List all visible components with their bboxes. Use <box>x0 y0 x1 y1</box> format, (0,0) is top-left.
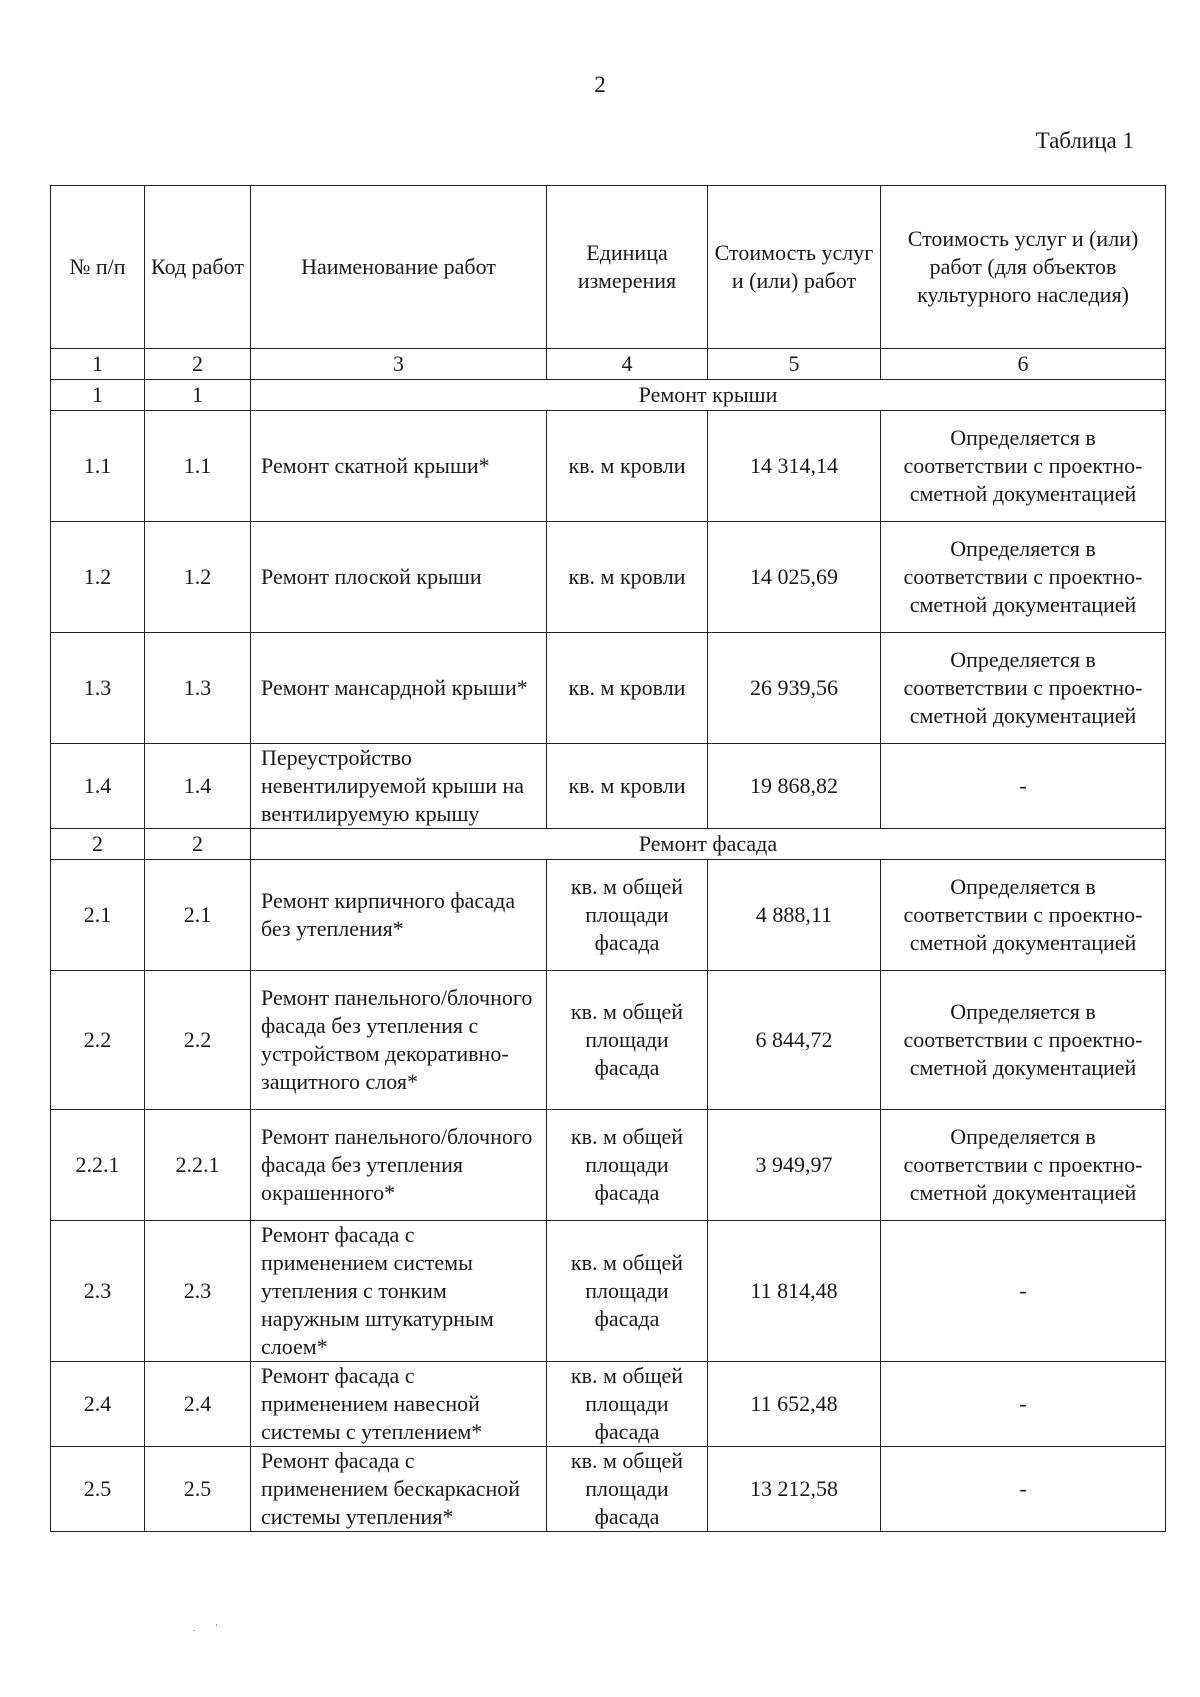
row-code: 2.4 <box>145 1362 251 1447</box>
row-unit: кв. м общей площади фасада <box>547 1447 708 1532</box>
row-unit: кв. м кровли <box>547 522 708 633</box>
table-row <box>51 1447 1166 1532</box>
row-cost: 11 652,48 <box>708 1362 881 1447</box>
column-number: 4 <box>547 349 708 380</box>
table-row <box>51 971 1166 1110</box>
row-no: 1.2 <box>51 522 145 633</box>
row-name: Ремонт панельного/блочного фасада без утепления с устройством декоративно-защитного слоя* <box>251 971 547 1110</box>
column-number: 5 <box>708 349 881 380</box>
row-unit: кв. м общей площади фасада <box>547 1221 708 1362</box>
row-unit: кв. м общей площади фасада <box>547 860 708 971</box>
row-cost-heritage: Определяется в соответствии с проектно-сметной документацией <box>881 1110 1166 1221</box>
section-row-facade <box>51 829 1166 860</box>
row-cost: 14 314,14 <box>708 411 881 522</box>
row-cost: 4 888,11 <box>708 860 881 971</box>
section-no: 2 <box>51 829 145 860</box>
row-cost-heritage: - <box>881 744 1166 829</box>
table-row <box>51 860 1166 971</box>
table-row <box>51 1362 1166 1447</box>
row-cost-heritage: - <box>881 1447 1166 1532</box>
row-cost: 11 814,48 <box>708 1221 881 1362</box>
header-code: Код работ <box>145 186 251 349</box>
row-code: 1.3 <box>145 633 251 744</box>
table-row <box>51 1221 1166 1362</box>
row-code: 2.2 <box>145 971 251 1110</box>
works-cost-table <box>50 185 1166 1532</box>
row-unit: кв. м кровли <box>547 411 708 522</box>
header-row <box>51 186 1166 349</box>
row-name: Переустройство невентилируемой крыши на вентилируемую крышу <box>251 744 547 829</box>
header-no: № п/п <box>51 186 145 349</box>
row-unit: кв. м кровли <box>547 633 708 744</box>
column-number: 1 <box>51 349 145 380</box>
row-cost-heritage: Определяется в соответствии с проектно-сметной документацией <box>881 971 1166 1110</box>
row-code: 2.1 <box>145 860 251 971</box>
row-unit: кв. м общей площади фасада <box>547 1362 708 1447</box>
table-row <box>51 744 1166 829</box>
row-cost-heritage: Определяется в соответствии с проектно-сметной документацией <box>881 522 1166 633</box>
row-name: Ремонт фасада с применением навесной системы с утеплением* <box>251 1362 547 1447</box>
column-number-row <box>51 349 1166 380</box>
row-no: 2.3 <box>51 1221 145 1362</box>
row-no: 1.3 <box>51 633 145 744</box>
scan-specks: . ' <box>193 1623 218 1634</box>
row-cost: 6 844,72 <box>708 971 881 1110</box>
row-no: 1.1 <box>51 411 145 522</box>
row-code: 1.1 <box>145 411 251 522</box>
row-name: Ремонт кирпичного фасада без утепления* <box>251 860 547 971</box>
section-code: 2 <box>145 829 251 860</box>
row-cost: 14 025,69 <box>708 522 881 633</box>
row-no: 2.5 <box>51 1447 145 1532</box>
row-cost-heritage: Определяется в соответствии с проектно-сметной документацией <box>881 860 1166 971</box>
row-cost-heritage: - <box>881 1221 1166 1362</box>
row-cost: 3 949,97 <box>708 1110 881 1221</box>
header-name: Наименование работ <box>251 186 547 349</box>
row-code: 2.2.1 <box>145 1110 251 1221</box>
table-row <box>51 1110 1166 1221</box>
header-cost-heritage: Стоимость услуг и (или) работ (для объектов культурного наследия) <box>881 186 1166 349</box>
header-cost: Стоимость услуг и (или) работ <box>708 186 881 349</box>
row-name: Ремонт скатной крыши* <box>251 411 547 522</box>
table-row <box>51 633 1166 744</box>
header-unit: Единица измерения <box>547 186 708 349</box>
row-unit: кв. м общей площади фасада <box>547 1110 708 1221</box>
row-no: 2.2.1 <box>51 1110 145 1221</box>
row-name: Ремонт плоской крыши <box>251 522 547 633</box>
row-name: Ремонт мансардной крыши* <box>251 633 547 744</box>
row-no: 2.4 <box>51 1362 145 1447</box>
row-code: 1.2 <box>145 522 251 633</box>
table-row <box>51 411 1166 522</box>
page-number: 2 <box>594 72 606 97</box>
section-no: 1 <box>51 380 145 411</box>
row-cost-heritage: - <box>881 1362 1166 1447</box>
row-cost: 19 868,82 <box>708 744 881 829</box>
row-code: 2.5 <box>145 1447 251 1532</box>
section-title: Ремонт фасада <box>251 829 1166 860</box>
column-number: 3 <box>251 349 547 380</box>
row-no: 2.1 <box>51 860 145 971</box>
table-row <box>51 522 1166 633</box>
row-name: Ремонт фасада с применением системы утепления с тонким наружным штукатурным слоем* <box>251 1221 547 1362</box>
row-code: 2.3 <box>145 1221 251 1362</box>
row-cost: 26 939,56 <box>708 633 881 744</box>
section-row-roof <box>51 380 1166 411</box>
row-name: Ремонт панельного/блочного фасада без утепления окрашенного* <box>251 1110 547 1221</box>
row-unit: кв. м кровли <box>547 744 708 829</box>
table-caption: Таблица 1 <box>1035 128 1134 153</box>
column-number: 6 <box>881 349 1166 380</box>
section-title: Ремонт крыши <box>251 380 1166 411</box>
row-cost: 13 212,58 <box>708 1447 881 1532</box>
row-no: 2.2 <box>51 971 145 1110</box>
row-unit: кв. м общей площади фасада <box>547 971 708 1110</box>
row-cost-heritage: Определяется в соответствии с проектно-сметной документацией <box>881 633 1166 744</box>
row-code: 1.4 <box>145 744 251 829</box>
row-name: Ремонт фасада с применением бескаркасной системы утепления* <box>251 1447 547 1532</box>
column-number: 2 <box>145 349 251 380</box>
row-no: 1.4 <box>51 744 145 829</box>
section-code: 1 <box>145 380 251 411</box>
row-cost-heritage: Определяется в соответствии с проектно-сметной документацией <box>881 411 1166 522</box>
